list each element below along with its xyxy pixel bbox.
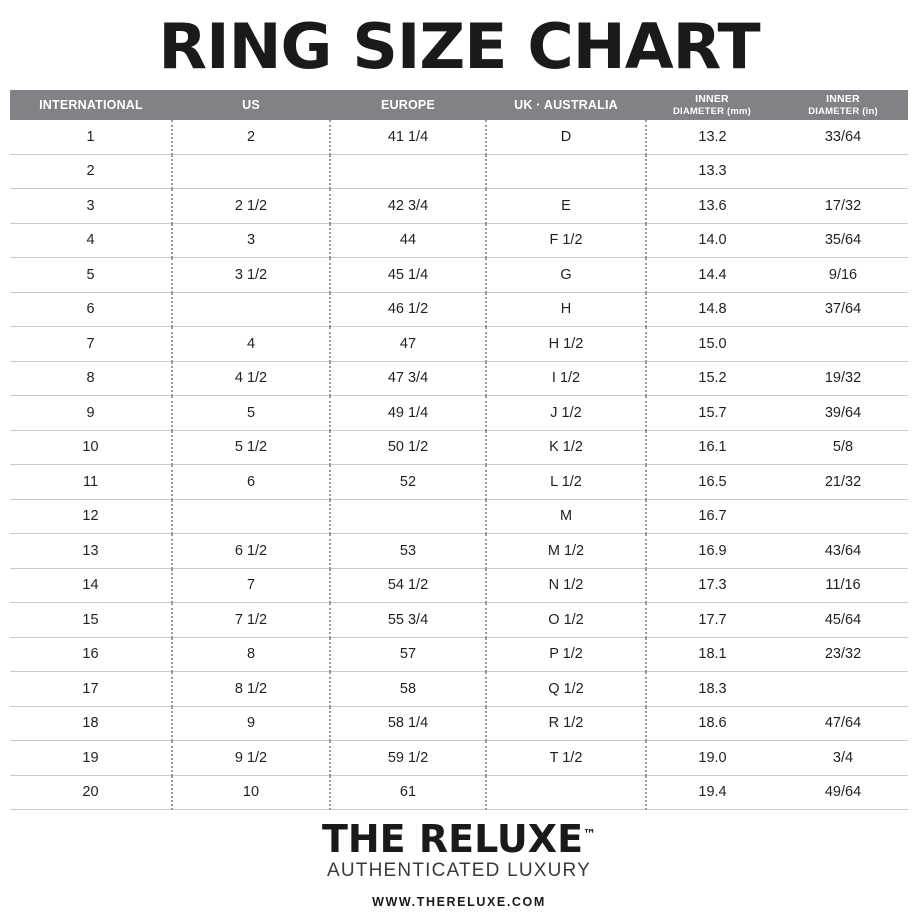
table-row	[10, 672, 908, 707]
cell-international: 6	[10, 292, 172, 327]
cell-europe: 50 1/2	[330, 430, 486, 465]
cell-international: 20	[10, 775, 172, 810]
cell-uk-australia: M	[486, 499, 646, 534]
cell-inner-diameter-in: 17/32	[778, 189, 908, 224]
ring-size-table	[10, 90, 908, 810]
cell-inner-diameter-in: 43/64	[778, 534, 908, 569]
cell-uk-australia: I 1/2	[486, 361, 646, 396]
cell-europe: 54 1/2	[330, 568, 486, 603]
column-header-inner-diameter-in-line2: DIAMETER (in)	[808, 105, 878, 117]
cell-europe: 55 3/4	[330, 603, 486, 638]
cell-us: 5	[172, 396, 330, 431]
cell-europe: 61	[330, 775, 486, 810]
cell-uk-australia: N 1/2	[486, 568, 646, 603]
cell-us	[172, 499, 330, 534]
cell-europe: 46 1/2	[330, 292, 486, 327]
cell-us: 10	[172, 775, 330, 810]
cell-uk-australia: E	[486, 189, 646, 224]
column-header-inner-diameter-mm-line2: DIAMETER (mm)	[672, 105, 752, 117]
cell-inner-diameter-mm: 15.7	[646, 396, 778, 431]
column-header-inner-diameter-mm-line1: INNER	[695, 92, 729, 105]
cell-uk-australia: Q 1/2	[486, 672, 646, 707]
cell-inner-diameter-in: 47/64	[778, 706, 908, 741]
cell-europe: 44	[330, 223, 486, 258]
column-header-us: US	[172, 90, 330, 120]
cell-uk-australia: O 1/2	[486, 603, 646, 638]
column-header-inner-diameter-in-line1: INNER	[826, 92, 860, 105]
cell-europe: 53	[330, 534, 486, 569]
cell-inner-diameter-mm: 18.6	[646, 706, 778, 741]
cell-inner-diameter-mm: 14.4	[646, 258, 778, 293]
cell-international: 13	[10, 534, 172, 569]
table-row	[10, 741, 908, 776]
brand-tagline: AUTHENTICATED LUXURY	[327, 860, 591, 881]
footer	[0, 817, 918, 909]
cell-inner-diameter-mm: 13.2	[646, 120, 778, 154]
cell-europe: 59 1/2	[330, 741, 486, 776]
cell-us	[172, 154, 330, 189]
cell-uk-australia	[486, 775, 646, 810]
column-header-europe: EUROPE	[330, 90, 486, 120]
table-row	[10, 706, 908, 741]
cell-us: 4	[172, 327, 330, 362]
table-row	[10, 430, 908, 465]
cell-uk-australia: L 1/2	[486, 465, 646, 500]
cell-inner-diameter-in: 39/64	[778, 396, 908, 431]
cell-uk-australia: R 1/2	[486, 706, 646, 741]
table-row	[10, 499, 908, 534]
cell-inner-diameter-mm: 18.1	[646, 637, 778, 672]
cell-europe: 45 1/4	[330, 258, 486, 293]
cell-europe: 47	[330, 327, 486, 362]
table-header	[10, 90, 908, 120]
cell-europe: 41 1/4	[330, 120, 486, 154]
table-row	[10, 534, 908, 569]
table-row	[10, 775, 908, 810]
cell-us: 4 1/2	[172, 361, 330, 396]
cell-uk-australia: F 1/2	[486, 223, 646, 258]
cell-inner-diameter-in: 3/4	[778, 741, 908, 776]
cell-inner-diameter-in: 21/32	[778, 465, 908, 500]
cell-inner-diameter-in: 35/64	[778, 223, 908, 258]
cell-international: 14	[10, 568, 172, 603]
cell-inner-diameter-mm: 13.3	[646, 154, 778, 189]
cell-inner-diameter-mm: 13.6	[646, 189, 778, 224]
cell-europe: 42 3/4	[330, 189, 486, 224]
cell-europe	[330, 154, 486, 189]
cell-us: 6 1/2	[172, 534, 330, 569]
cell-international: 11	[10, 465, 172, 500]
cell-inner-diameter-mm: 16.1	[646, 430, 778, 465]
website-url: WWW.THERELUXE.COM	[372, 895, 546, 909]
cell-international: 7	[10, 327, 172, 362]
trademark-symbol: ™	[583, 827, 597, 843]
table-row	[10, 603, 908, 638]
table-row	[10, 637, 908, 672]
cell-inner-diameter-mm: 19.0	[646, 741, 778, 776]
cell-inner-diameter-in: 19/32	[778, 361, 908, 396]
cell-europe	[330, 499, 486, 534]
cell-us: 2 1/2	[172, 189, 330, 224]
cell-us: 2	[172, 120, 330, 154]
cell-inner-diameter-in: 37/64	[778, 292, 908, 327]
cell-us: 8 1/2	[172, 672, 330, 707]
cell-us: 3 1/2	[172, 258, 330, 293]
cell-us	[172, 292, 330, 327]
cell-international: 4	[10, 223, 172, 258]
cell-us: 5 1/2	[172, 430, 330, 465]
cell-inner-diameter-mm: 18.3	[646, 672, 778, 707]
table-row	[10, 292, 908, 327]
cell-international: 9	[10, 396, 172, 431]
cell-uk-australia: D	[486, 120, 646, 154]
cell-europe: 52	[330, 465, 486, 500]
cell-uk-australia: J 1/2	[486, 396, 646, 431]
column-header-inner-diameter-in	[778, 90, 908, 120]
cell-europe: 57	[330, 637, 486, 672]
cell-us: 9	[172, 706, 330, 741]
cell-international: 18	[10, 706, 172, 741]
cell-inner-diameter-in: 33/64	[778, 120, 908, 154]
cell-europe: 49 1/4	[330, 396, 486, 431]
cell-international: 1	[10, 120, 172, 154]
table-row	[10, 120, 908, 154]
cell-inner-diameter-in: 23/32	[778, 637, 908, 672]
cell-international: 3	[10, 189, 172, 224]
cell-inner-diameter-mm: 15.2	[646, 361, 778, 396]
cell-international: 16	[10, 637, 172, 672]
cell-uk-australia: M 1/2	[486, 534, 646, 569]
table-row	[10, 327, 908, 362]
cell-inner-diameter-mm: 16.5	[646, 465, 778, 500]
cell-uk-australia: P 1/2	[486, 637, 646, 672]
cell-inner-diameter-in	[778, 672, 908, 707]
table-row	[10, 189, 908, 224]
cell-us: 8	[172, 637, 330, 672]
cell-international: 19	[10, 741, 172, 776]
cell-inner-diameter-in: 9/16	[778, 258, 908, 293]
cell-us: 9 1/2	[172, 741, 330, 776]
table-row	[10, 396, 908, 431]
cell-europe: 58	[330, 672, 486, 707]
brand-name	[321, 817, 597, 861]
cell-inner-diameter-mm: 16.7	[646, 499, 778, 534]
cell-us: 6	[172, 465, 330, 500]
table-row	[10, 361, 908, 396]
column-header-uk-australia: UK · AUSTRALIA	[486, 90, 646, 120]
cell-international: 15	[10, 603, 172, 638]
cell-inner-diameter-in	[778, 154, 908, 189]
cell-international: 12	[10, 499, 172, 534]
cell-international: 10	[10, 430, 172, 465]
cell-inner-diameter-mm: 17.3	[646, 568, 778, 603]
cell-international: 5	[10, 258, 172, 293]
cell-international: 17	[10, 672, 172, 707]
table-row	[10, 154, 908, 189]
cell-uk-australia: G	[486, 258, 646, 293]
column-header-international: INTERNATIONAL	[10, 90, 172, 120]
cell-international: 8	[10, 361, 172, 396]
table-row	[10, 258, 908, 293]
table-row	[10, 223, 908, 258]
cell-inner-diameter-mm: 19.4	[646, 775, 778, 810]
table-body	[10, 120, 908, 810]
cell-europe: 47 3/4	[330, 361, 486, 396]
cell-inner-diameter-mm: 14.0	[646, 223, 778, 258]
cell-uk-australia: T 1/2	[486, 741, 646, 776]
cell-inner-diameter-in: 49/64	[778, 775, 908, 810]
cell-inner-diameter-in: 11/16	[778, 568, 908, 603]
cell-uk-australia: H 1/2	[486, 327, 646, 362]
cell-uk-australia: H	[486, 292, 646, 327]
cell-us: 3	[172, 223, 330, 258]
cell-uk-australia	[486, 154, 646, 189]
cell-inner-diameter-in: 5/8	[778, 430, 908, 465]
cell-inner-diameter-in	[778, 327, 908, 362]
cell-uk-australia: K 1/2	[486, 430, 646, 465]
cell-inner-diameter-in: 45/64	[778, 603, 908, 638]
cell-inner-diameter-in	[778, 499, 908, 534]
page-title: RING SIZE CHART	[158, 10, 760, 83]
cell-inner-diameter-mm: 15.0	[646, 327, 778, 362]
cell-inner-diameter-mm: 17.7	[646, 603, 778, 638]
brand-name-text: THE RELUXE	[321, 817, 584, 861]
cell-international: 2	[10, 154, 172, 189]
cell-europe: 58 1/4	[330, 706, 486, 741]
table-row	[10, 465, 908, 500]
table-header-row	[10, 90, 908, 120]
cell-inner-diameter-mm: 16.9	[646, 534, 778, 569]
column-header-inner-diameter-mm	[646, 90, 778, 120]
cell-us: 7 1/2	[172, 603, 330, 638]
cell-inner-diameter-mm: 14.8	[646, 292, 778, 327]
cell-us: 7	[172, 568, 330, 603]
table-row	[10, 568, 908, 603]
